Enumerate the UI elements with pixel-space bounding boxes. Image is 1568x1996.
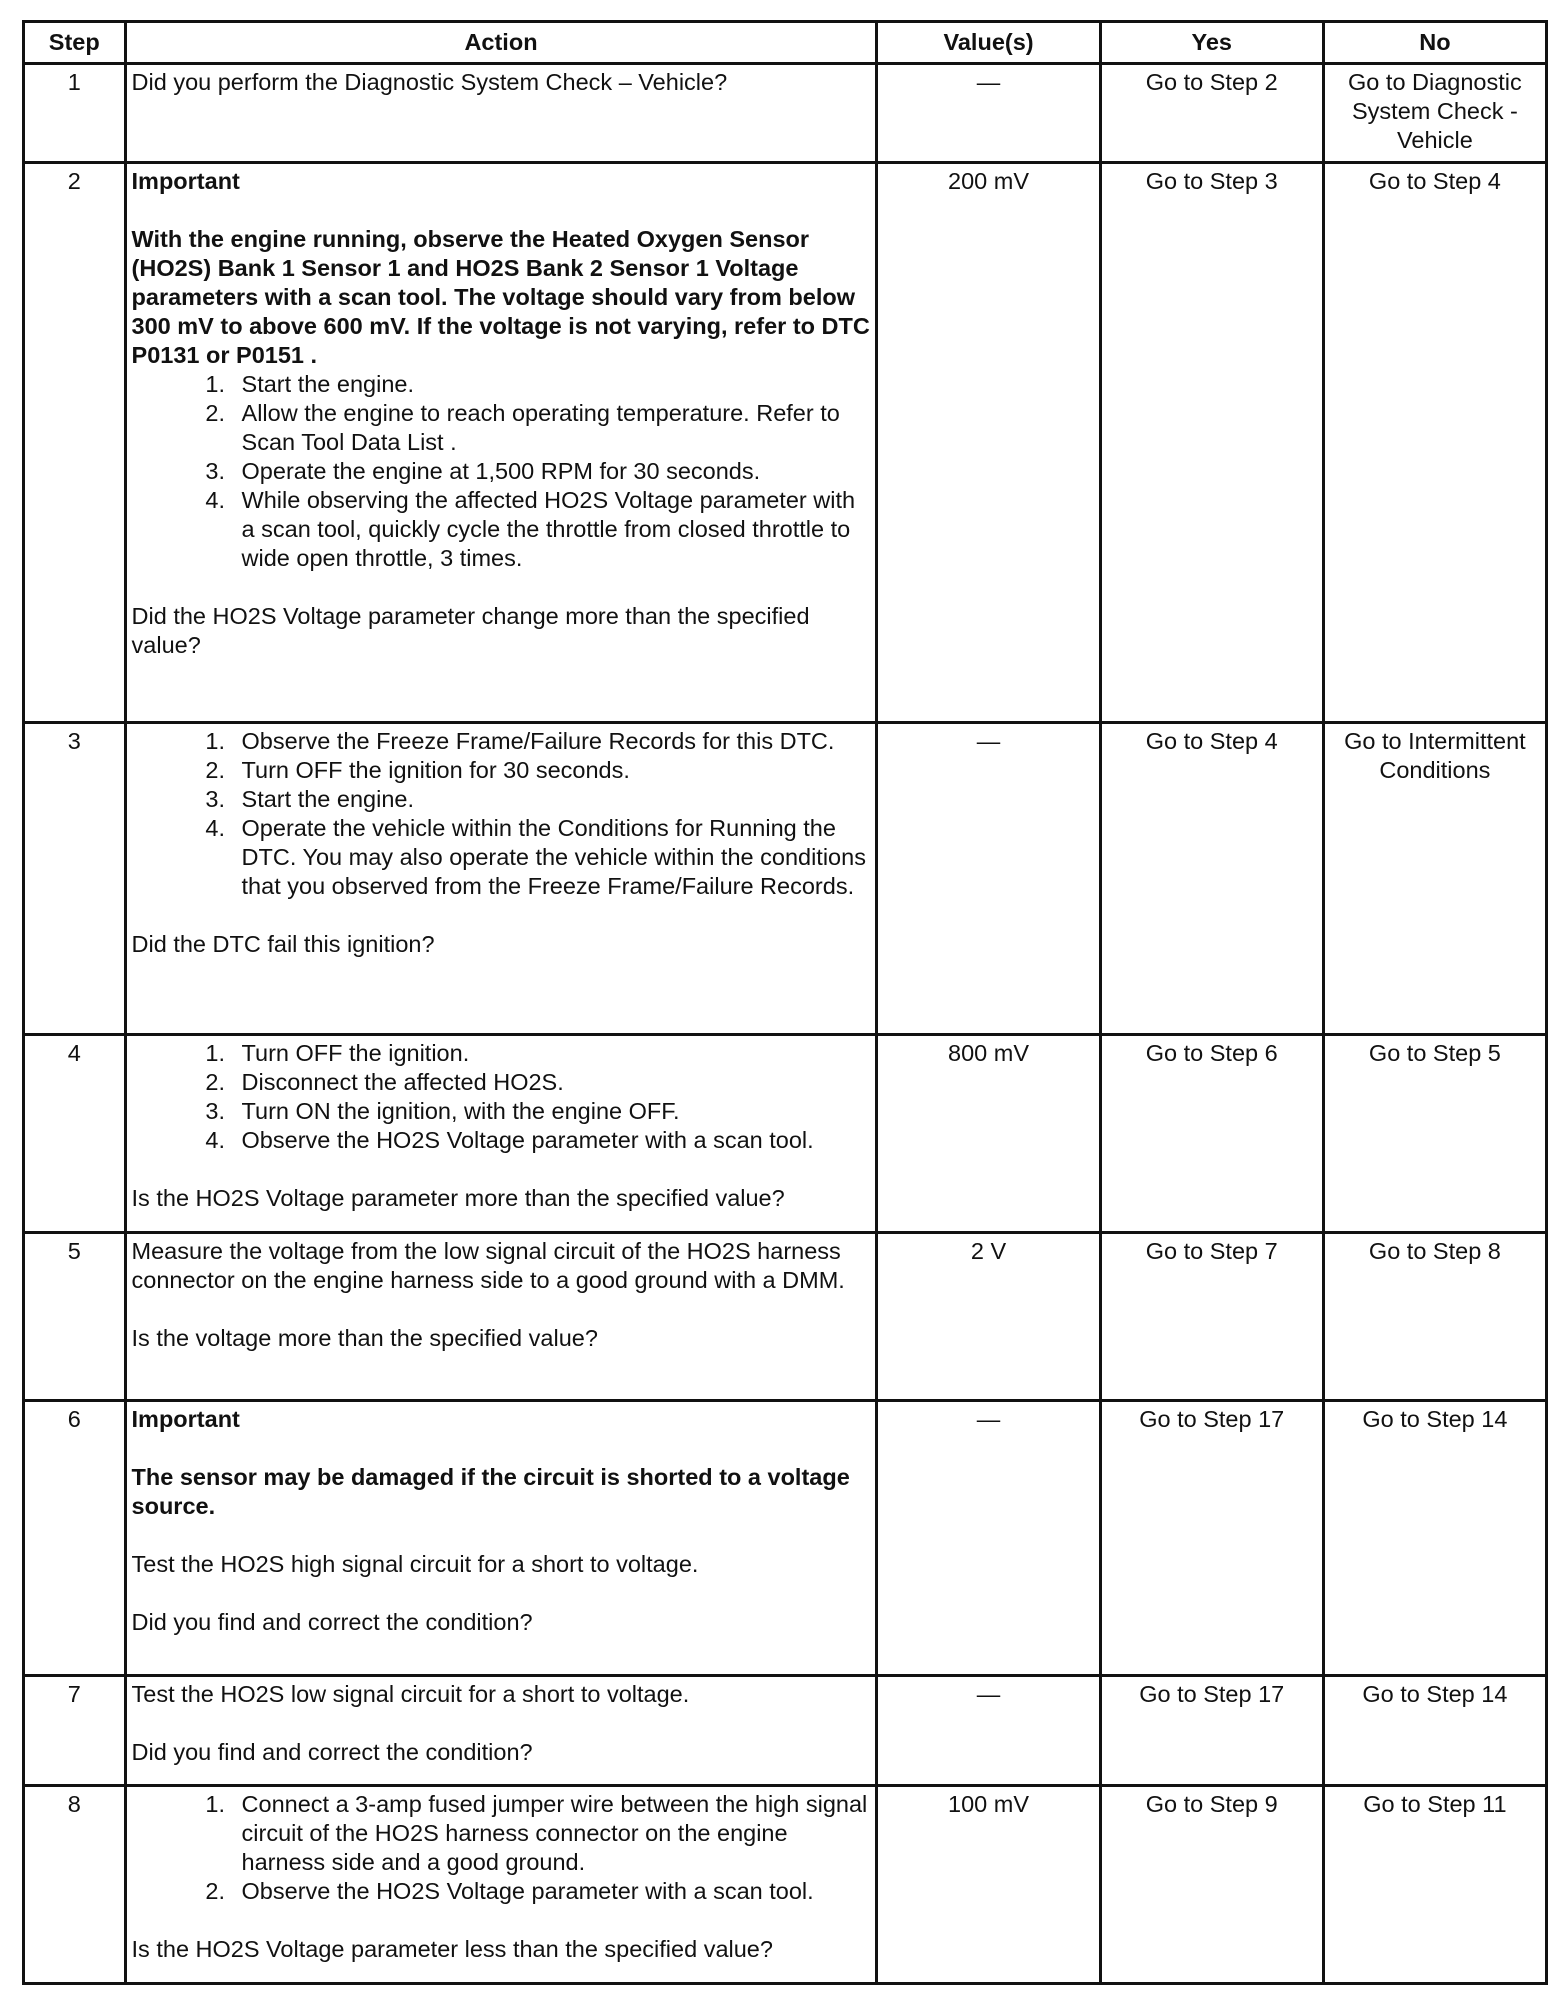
- no-cell: Go to Diagnostic System Check - Vehicle: [1323, 64, 1546, 163]
- table-row: [24, 1676, 1547, 1786]
- yes-cell: Go to Step 17: [1100, 1401, 1323, 1676]
- table-row: [24, 1233, 1547, 1401]
- step-number: 5: [24, 1233, 126, 1401]
- procedure-item: 3. Start the engine.: [232, 785, 871, 814]
- no-cell: Go to Step 11: [1323, 1786, 1546, 1984]
- procedure-item: 4. Operate the vehicle within the Conditions for Running the DTC. You may also operate the vehicle within the conditions that you observed from the Freeze Frame/Failure Records.: [232, 814, 871, 901]
- procedure-item: 4. While observing the affected HO2S Voltage parameter with a scan tool, quickly cycle the throttle from closed throttle to wide open throttle, 3 times.: [232, 486, 871, 573]
- action-text: Measure the voltage from the low signal circuit of the HO2S harness connector on the engine harness side to a good ground with a DMM.: [131, 1238, 845, 1293]
- table-row: [24, 1401, 1547, 1676]
- value-cell: 800 mV: [877, 1035, 1100, 1233]
- step-number: 6: [24, 1401, 126, 1676]
- procedure-item: 1. Turn OFF the ignition.: [232, 1039, 871, 1068]
- procedure-list: [132, 727, 871, 901]
- action-question: Did you find and correct the condition?: [131, 1609, 533, 1635]
- action-question: Is the HO2S Voltage parameter less than the specified value?: [131, 1936, 773, 1962]
- action-text: Test the HO2S high signal circuit for a short to voltage.: [131, 1551, 699, 1577]
- no-cell: Go to Step 4: [1323, 163, 1546, 723]
- procedure-item: 3. Turn ON the ignition, with the engine OFF.: [232, 1097, 871, 1126]
- action-question: Did the DTC fail this ignition?: [131, 931, 435, 957]
- value-cell: 2 V: [877, 1233, 1100, 1401]
- value-cell: 100 mV: [877, 1786, 1100, 1984]
- procedure-item: 1. Start the engine.: [232, 370, 871, 399]
- procedure-item: 1. Connect a 3-amp fused jumper wire between the high signal circuit of the HO2S harness connector on the engine harness side and a good ground.: [232, 1790, 871, 1877]
- no-cell: Go to Step 14: [1323, 1401, 1546, 1676]
- action-cell: [125, 723, 877, 1035]
- procedure-list: [132, 1790, 871, 1906]
- header-step: Step: [24, 22, 126, 64]
- value-cell: —: [877, 64, 1100, 163]
- action-cell: [125, 1035, 877, 1233]
- step-number: 1: [24, 64, 126, 163]
- step-number: 4: [24, 1035, 126, 1233]
- procedure-item: 3. Operate the engine at 1,500 RPM for 30 seconds.: [232, 457, 871, 486]
- action-question: Did the HO2S Voltage parameter change more than the specified value?: [131, 603, 810, 658]
- diagnostic-table: [22, 20, 1548, 1985]
- procedure-list: [132, 370, 871, 573]
- no-cell: Go to Step 14: [1323, 1676, 1546, 1786]
- value-cell: —: [877, 1401, 1100, 1676]
- procedure-item: 2. Turn OFF the ignition for 30 seconds.: [232, 756, 871, 785]
- important-text: The sensor may be damaged if the circuit is shorted to a voltage source.: [131, 1464, 850, 1519]
- action-question: Is the HO2S Voltage parameter more than the specified value?: [131, 1185, 785, 1211]
- header-no: No: [1323, 22, 1546, 64]
- action-cell: [125, 1786, 877, 1984]
- important-label: Important: [131, 1406, 240, 1432]
- header-row: [24, 22, 1547, 64]
- action-cell: [125, 1401, 877, 1676]
- yes-cell: Go to Step 4: [1100, 723, 1323, 1035]
- value-cell: —: [877, 723, 1100, 1035]
- action-cell: [125, 1676, 877, 1786]
- step-number: 7: [24, 1676, 126, 1786]
- table-row: [24, 64, 1547, 163]
- procedure-item: 1. Observe the Freeze Frame/Failure Records for this DTC.: [232, 727, 871, 756]
- value-cell: —: [877, 1676, 1100, 1786]
- header-yes: Yes: [1100, 22, 1323, 64]
- action-cell: [125, 64, 877, 163]
- action-cell: [125, 163, 877, 723]
- yes-cell: Go to Step 7: [1100, 1233, 1323, 1401]
- yes-cell: Go to Step 17: [1100, 1676, 1323, 1786]
- procedure-item: 2. Observe the HO2S Voltage parameter with a scan tool.: [232, 1877, 871, 1906]
- action-question: Did you find and correct the condition?: [131, 1739, 533, 1765]
- procedure-list: [132, 1039, 871, 1155]
- diagnostic-table-container: [22, 20, 1548, 1985]
- procedure-item: 2. Allow the engine to reach operating temperature. Refer to Scan Tool Data List .: [232, 399, 871, 457]
- action-text: Test the HO2S low signal circuit for a short to voltage.: [131, 1681, 690, 1707]
- step-number: 3: [24, 723, 126, 1035]
- step-number: 2: [24, 163, 126, 723]
- header-action: Action: [125, 22, 877, 64]
- table-row: [24, 163, 1547, 723]
- action-question: Is the voltage more than the specified value?: [131, 1325, 598, 1351]
- yes-cell: Go to Step 9: [1100, 1786, 1323, 1984]
- table-row: [24, 1035, 1547, 1233]
- no-cell: Go to Step 5: [1323, 1035, 1546, 1233]
- action-cell: [125, 1233, 877, 1401]
- important-text: With the engine running, observe the Heated Oxygen Sensor (HO2S) Bank 1 Sensor 1 and HO2S Bank 2 Sensor 1 Voltage parameters with a scan tool. The voltage should vary from below 300 mV to above 600 mV. If the voltage is not varying, refer to DTC P0131 or P0151 .: [131, 226, 870, 368]
- procedure-item: 4. Observe the HO2S Voltage parameter with a scan tool.: [232, 1126, 871, 1155]
- step-number: 8: [24, 1786, 126, 1984]
- no-cell: Go to Intermittent Conditions: [1323, 723, 1546, 1035]
- yes-cell: Go to Step 3: [1100, 163, 1323, 723]
- no-cell: Go to Step 8: [1323, 1233, 1546, 1401]
- procedure-item: 2. Disconnect the affected HO2S.: [232, 1068, 871, 1097]
- table-row: [24, 723, 1547, 1035]
- yes-cell: Go to Step 2: [1100, 64, 1323, 163]
- table-row: [24, 1786, 1547, 1984]
- header-values: Value(s): [877, 22, 1100, 64]
- important-label: Important: [131, 168, 240, 194]
- action-question: Did you perform the Diagnostic System Check – Vehicle?: [131, 69, 728, 95]
- yes-cell: Go to Step 6: [1100, 1035, 1323, 1233]
- value-cell: 200 mV: [877, 163, 1100, 723]
